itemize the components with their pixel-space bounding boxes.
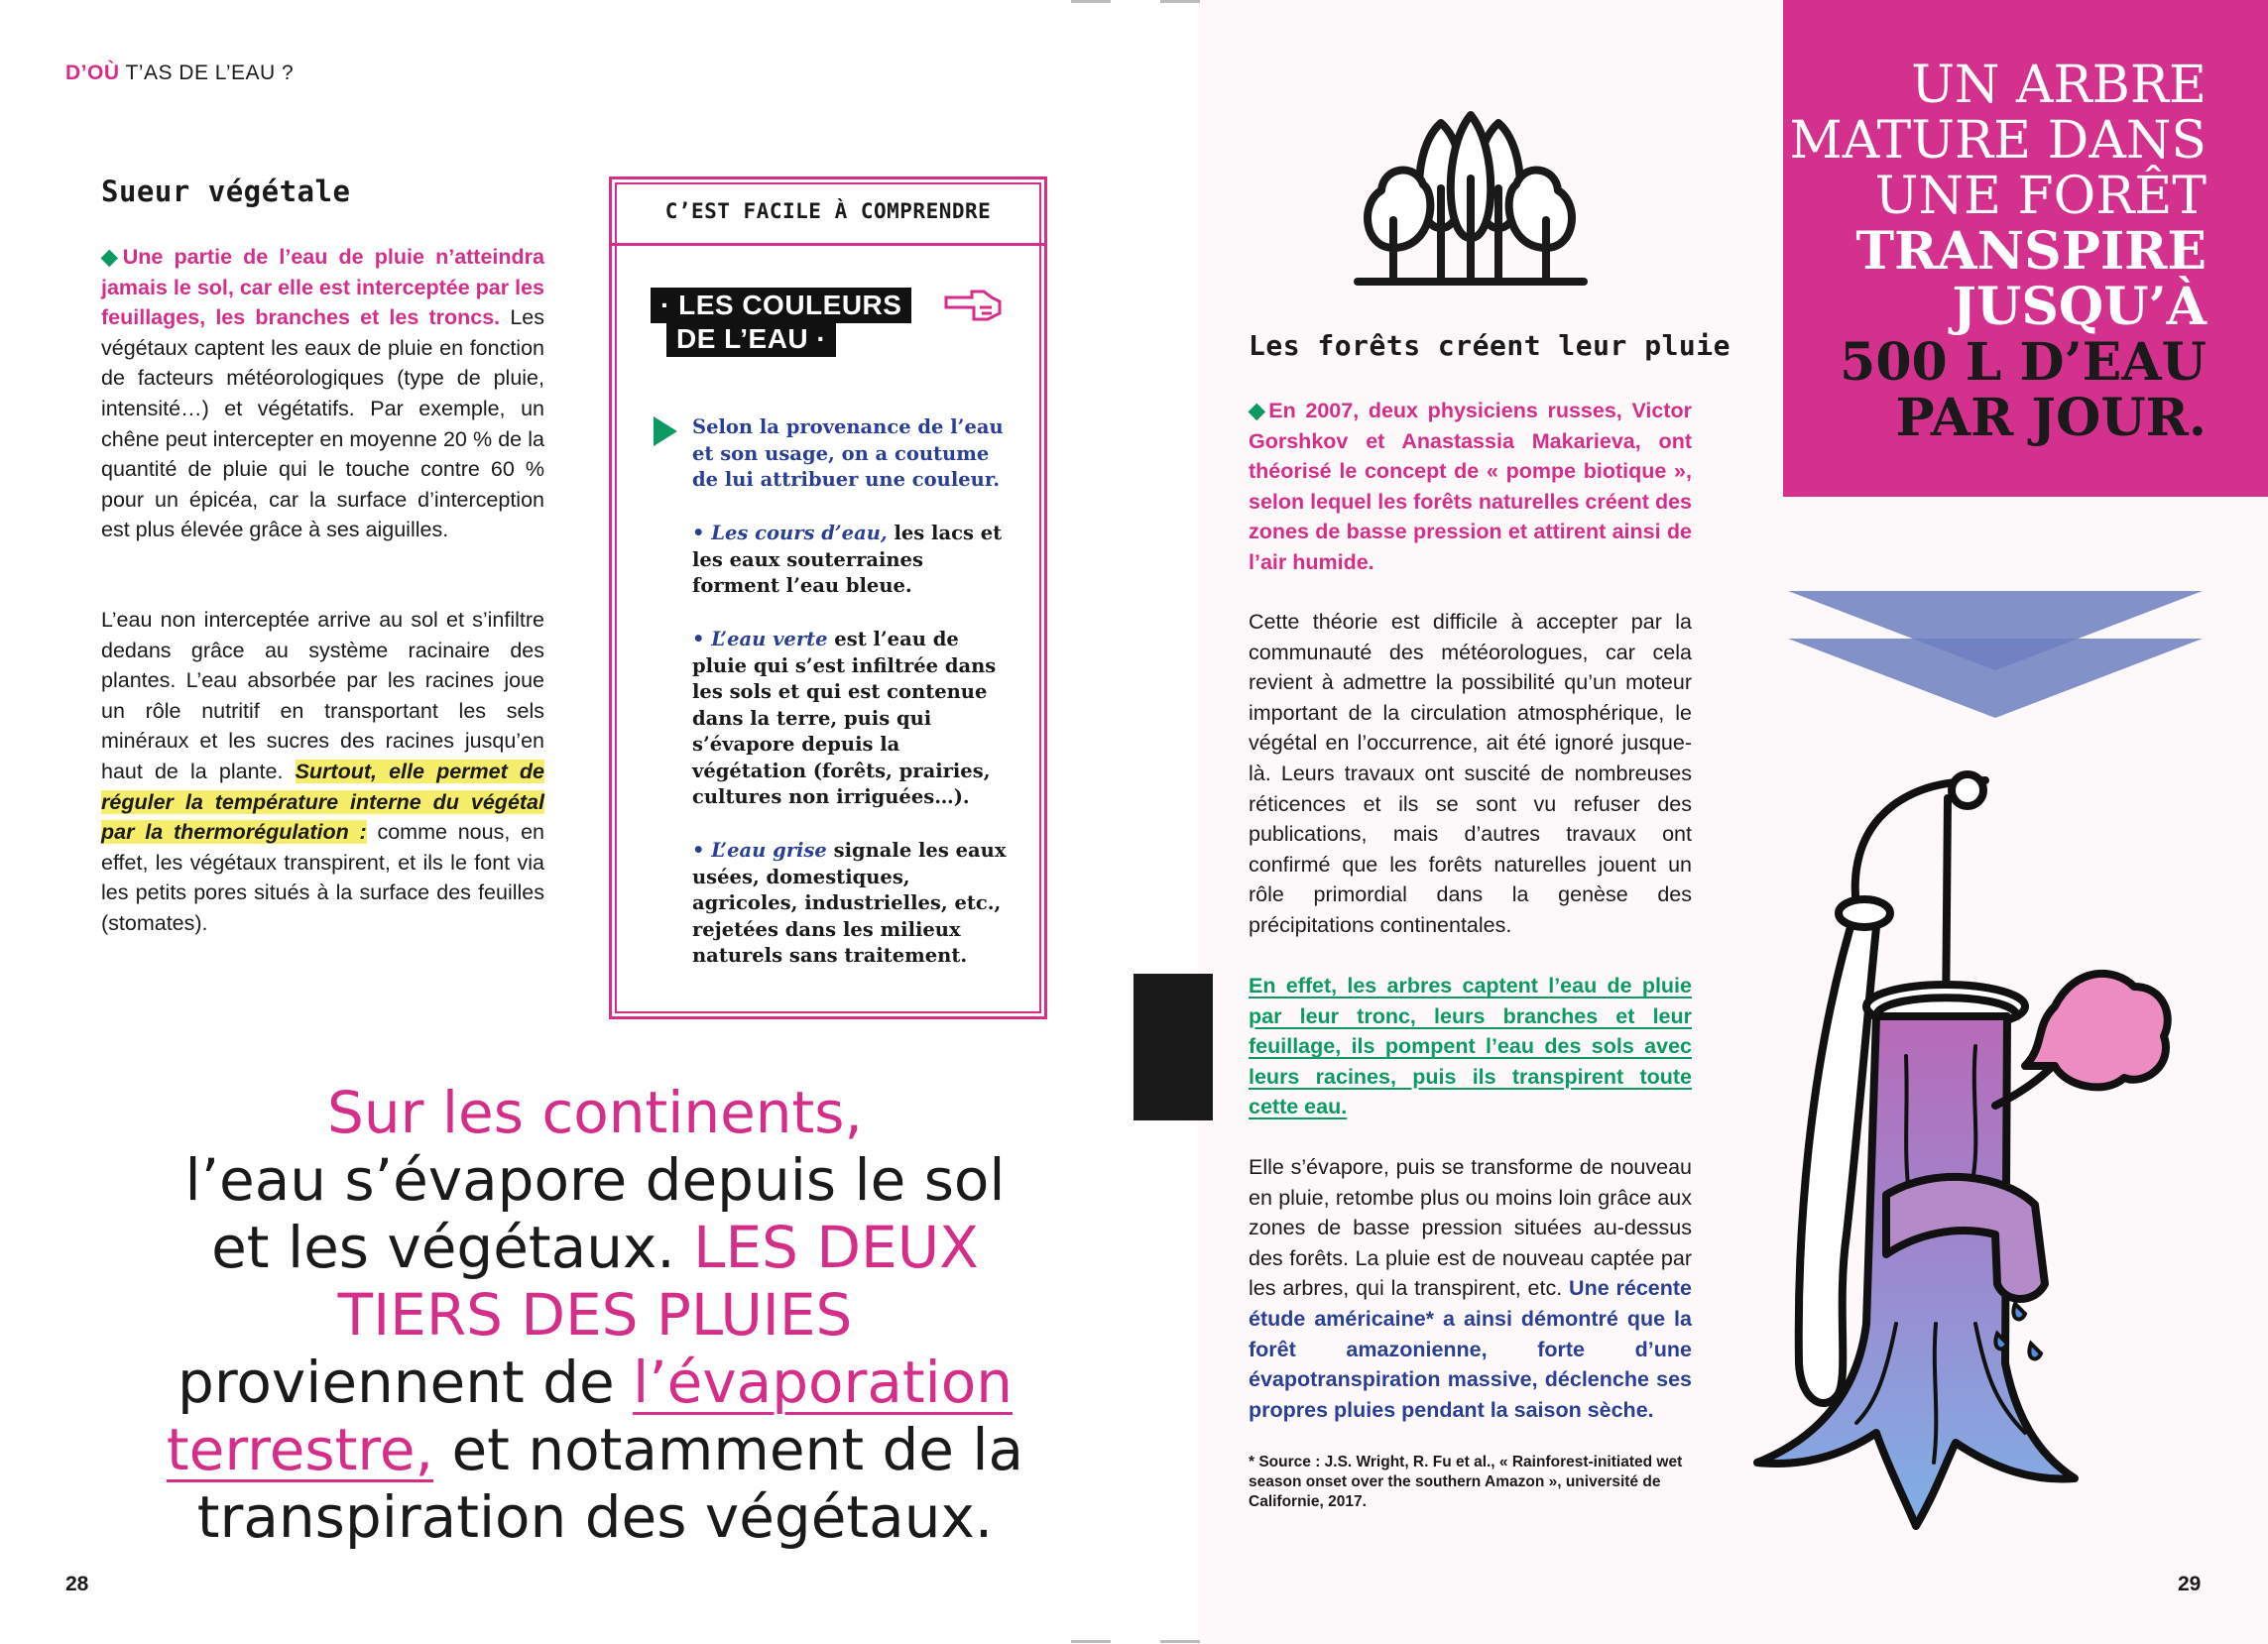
callout-text	[1790, 58, 2207, 446]
box-item2-em: • L’eau verte	[692, 628, 828, 650]
page-number-right: 29	[2178, 1573, 2202, 1595]
box-item2-rest: est l’eau de pluie qui s’est infiltrée dans les sols et qui est contenue dans la terre, puis qui s’évapore depuis la végétation (forêts, prairies, cultures non irriguées…).	[692, 628, 997, 808]
box-item3-em: • L’eau grise	[692, 839, 827, 862]
pull-line3a: et les végétaux.	[211, 1214, 694, 1281]
box-header: C’EST FACILE À COMPRENDRE	[612, 179, 1044, 246]
green-text: En effet, les arbres captent l’eau de pluie par leur tronc, leurs branches et leur feuillage, ils pompent l’eau des sols avec leurs racines, puis ils transpirent toute cette eau.	[1249, 974, 1692, 1119]
pull-line6	[60, 1416, 1131, 1483]
decorative-bar	[1134, 974, 1213, 1120]
callout-line5: JUSQU’À	[1952, 277, 2207, 337]
pull-line5	[60, 1349, 1131, 1416]
forest-icon	[1354, 109, 1588, 288]
crop-mark	[1071, 1640, 1111, 1643]
pull-line7: transpiration des végétaux.	[196, 1483, 994, 1551]
crop-mark	[1160, 0, 1200, 3]
running-head-rest: T’AS DE L’EAU ?	[119, 61, 295, 84]
right-paragraph-1: Cette théorie est difficile à accepter par la communauté des météorologues, car cela revient à admettre la possibilité qu’un moteur important de la circulation atmosphérique, le végétal en l’occurrence, ait été ignoré jusque-là. Leurs travaux ont suscité de nombreuses réticences et ils se sont vu refuser des publications, mais d’autres travaux ont confirmé que les forêts naturelles jouent un rôle primordial dans la genèse des précipitations continentales.	[1249, 610, 1692, 937]
box-item3-rest: signale les eaux usées, domestiques, agricoles, industrielles, etc., rejetées dans les milieux naturels sans traitement.	[692, 839, 1007, 967]
pump-tree-illustration	[1737, 768, 2204, 1530]
callout-line7: PAR JOUR.	[1895, 388, 2207, 448]
section-title-left: Sueur végétale	[101, 175, 351, 208]
callout-line2: MATURE DANS	[1789, 111, 2207, 171]
pull-line6b: et notamment de la	[433, 1416, 1024, 1483]
pull-line5b: l’évaporation	[633, 1349, 1013, 1416]
para3-blue: Une récente étude américaine* a ainsi démontré que la forêt amazonienne, forte d’une évapotranspiration massive, déclenche ses propres pluies pendant la saison sèche.	[1249, 1276, 1692, 1422]
pull-line6a: terrestre,	[166, 1416, 434, 1483]
para3-start: Elle s’évapore, puis se transforme de nouveau en pluie, retombe plus ou moins loin grâce aux zones de basse pression situées au-dessus des forêts. La pluie est de nouveau captée par les arbres, qui la transpirent, etc.	[1249, 1155, 1692, 1301]
diamond-bullet-icon: ◆	[101, 245, 123, 269]
left-paragraph-2	[101, 605, 544, 939]
right-lead	[1249, 396, 1692, 578]
page-number-left: 28	[65, 1573, 89, 1595]
pull-line2: l’eau s’évapore depuis le sol	[184, 1146, 1006, 1214]
box-label-line1: · LES COULEURS	[651, 288, 911, 323]
callout-line3: UNE FORÊT	[1874, 167, 2207, 226]
box-label-line2: DE L’EAU ·	[666, 321, 836, 357]
pull-line4: TIERS DES PLUIES	[337, 1281, 853, 1349]
pull-quote	[60, 1079, 1131, 1551]
running-head-accent: D’OÙ	[65, 61, 120, 84]
left-body-text: Les végétaux captent les eaux de pluie en fonction de facteurs météorologiques (type de pluie, intensité…) et végétatifs. Par exemple, un chêne peut intercepter en moyenne 20 % de la quantité de pluie qui le touche contre 60 % pour un épicéa, car la surface d’interception est plus élevée grâce à ses aiguilles.	[101, 305, 545, 542]
box-item1-rest: les lacs et les eaux souterraines forment l’eau bleue.	[692, 522, 1003, 597]
right-paragraph-3	[1249, 1152, 1692, 1425]
box-label	[651, 288, 911, 357]
pointing-hand-icon	[944, 284, 1004, 323]
right-lead-text: En 2007, deux physiciens russes, Victor Gorshkov et Anastassia Makarieva, ont théorisé le concept de « pompe biotique », selon lequel les forêts naturelles créent des zones de basse pression et attirent ainsi de l’air humide.	[1249, 399, 1692, 574]
left-lead-text: Une partie de l’eau de pluie n’atteindra jamais le sol, car elle est interceptée par les feuillages, les branches et les troncs.	[101, 245, 544, 330]
box-item1-em: • Les cours d’eau,	[692, 522, 888, 544]
left-paragraph-1	[101, 242, 544, 545]
triangle-bullet-icon	[654, 416, 677, 446]
section-title-right: Les forêts créent leur pluie	[1249, 329, 1731, 362]
callout-line6: 500 L D’EAU	[1840, 332, 2207, 393]
diamond-bullet-icon: ◆	[1249, 399, 1269, 422]
crop-mark	[1160, 1640, 1200, 1643]
footnote: * Source : J.S. Wright, R. Fu et al., « Rainforest-initiated wet season onset over the southern Amazon », université de Californie, 2017.	[1249, 1454, 1683, 1510]
para2-start: L’eau non interceptée arrive au sol et s’infiltre dedans grâce au système racinaire des plantes. L’eau absorbée par les racines joue un rôle nutritif en transportant les sels minéraux et les sucres des racines jusqu’en haut de la plante.	[101, 608, 544, 783]
crop-mark	[1071, 0, 1111, 3]
pull-line5a: proviennent de	[178, 1349, 634, 1416]
pull-line3b: LES DEUX	[693, 1214, 979, 1281]
callout-line4: TRANSPIRE	[1855, 221, 2207, 282]
box-item-blue	[692, 521, 1010, 600]
callout-line1: UN ARBRE	[1911, 56, 2207, 115]
right-green-paragraph	[1249, 971, 1692, 1122]
pull-line3	[60, 1214, 1131, 1281]
box-intro: Selon la provenance de l’eau et son usage, on a coutume de lui attribuer une couleur.	[692, 415, 1004, 491]
callout-block	[1783, 0, 2268, 497]
box-item-grey	[692, 838, 1010, 970]
highlighted-text: Surtout, elle permet de réguler la température interne du végétal par la thermorégulation :	[101, 759, 544, 845]
chevron-down-icon	[1788, 591, 2203, 718]
running-head	[65, 61, 294, 85]
box-item-green	[692, 627, 1010, 811]
para2-end: comme nous, en effet, les végétaux transpirent, et ils le font via les petits pores situés à la surface des feuilles (stomates).	[101, 820, 544, 935]
pull-line1: Sur les continents,	[327, 1079, 863, 1146]
